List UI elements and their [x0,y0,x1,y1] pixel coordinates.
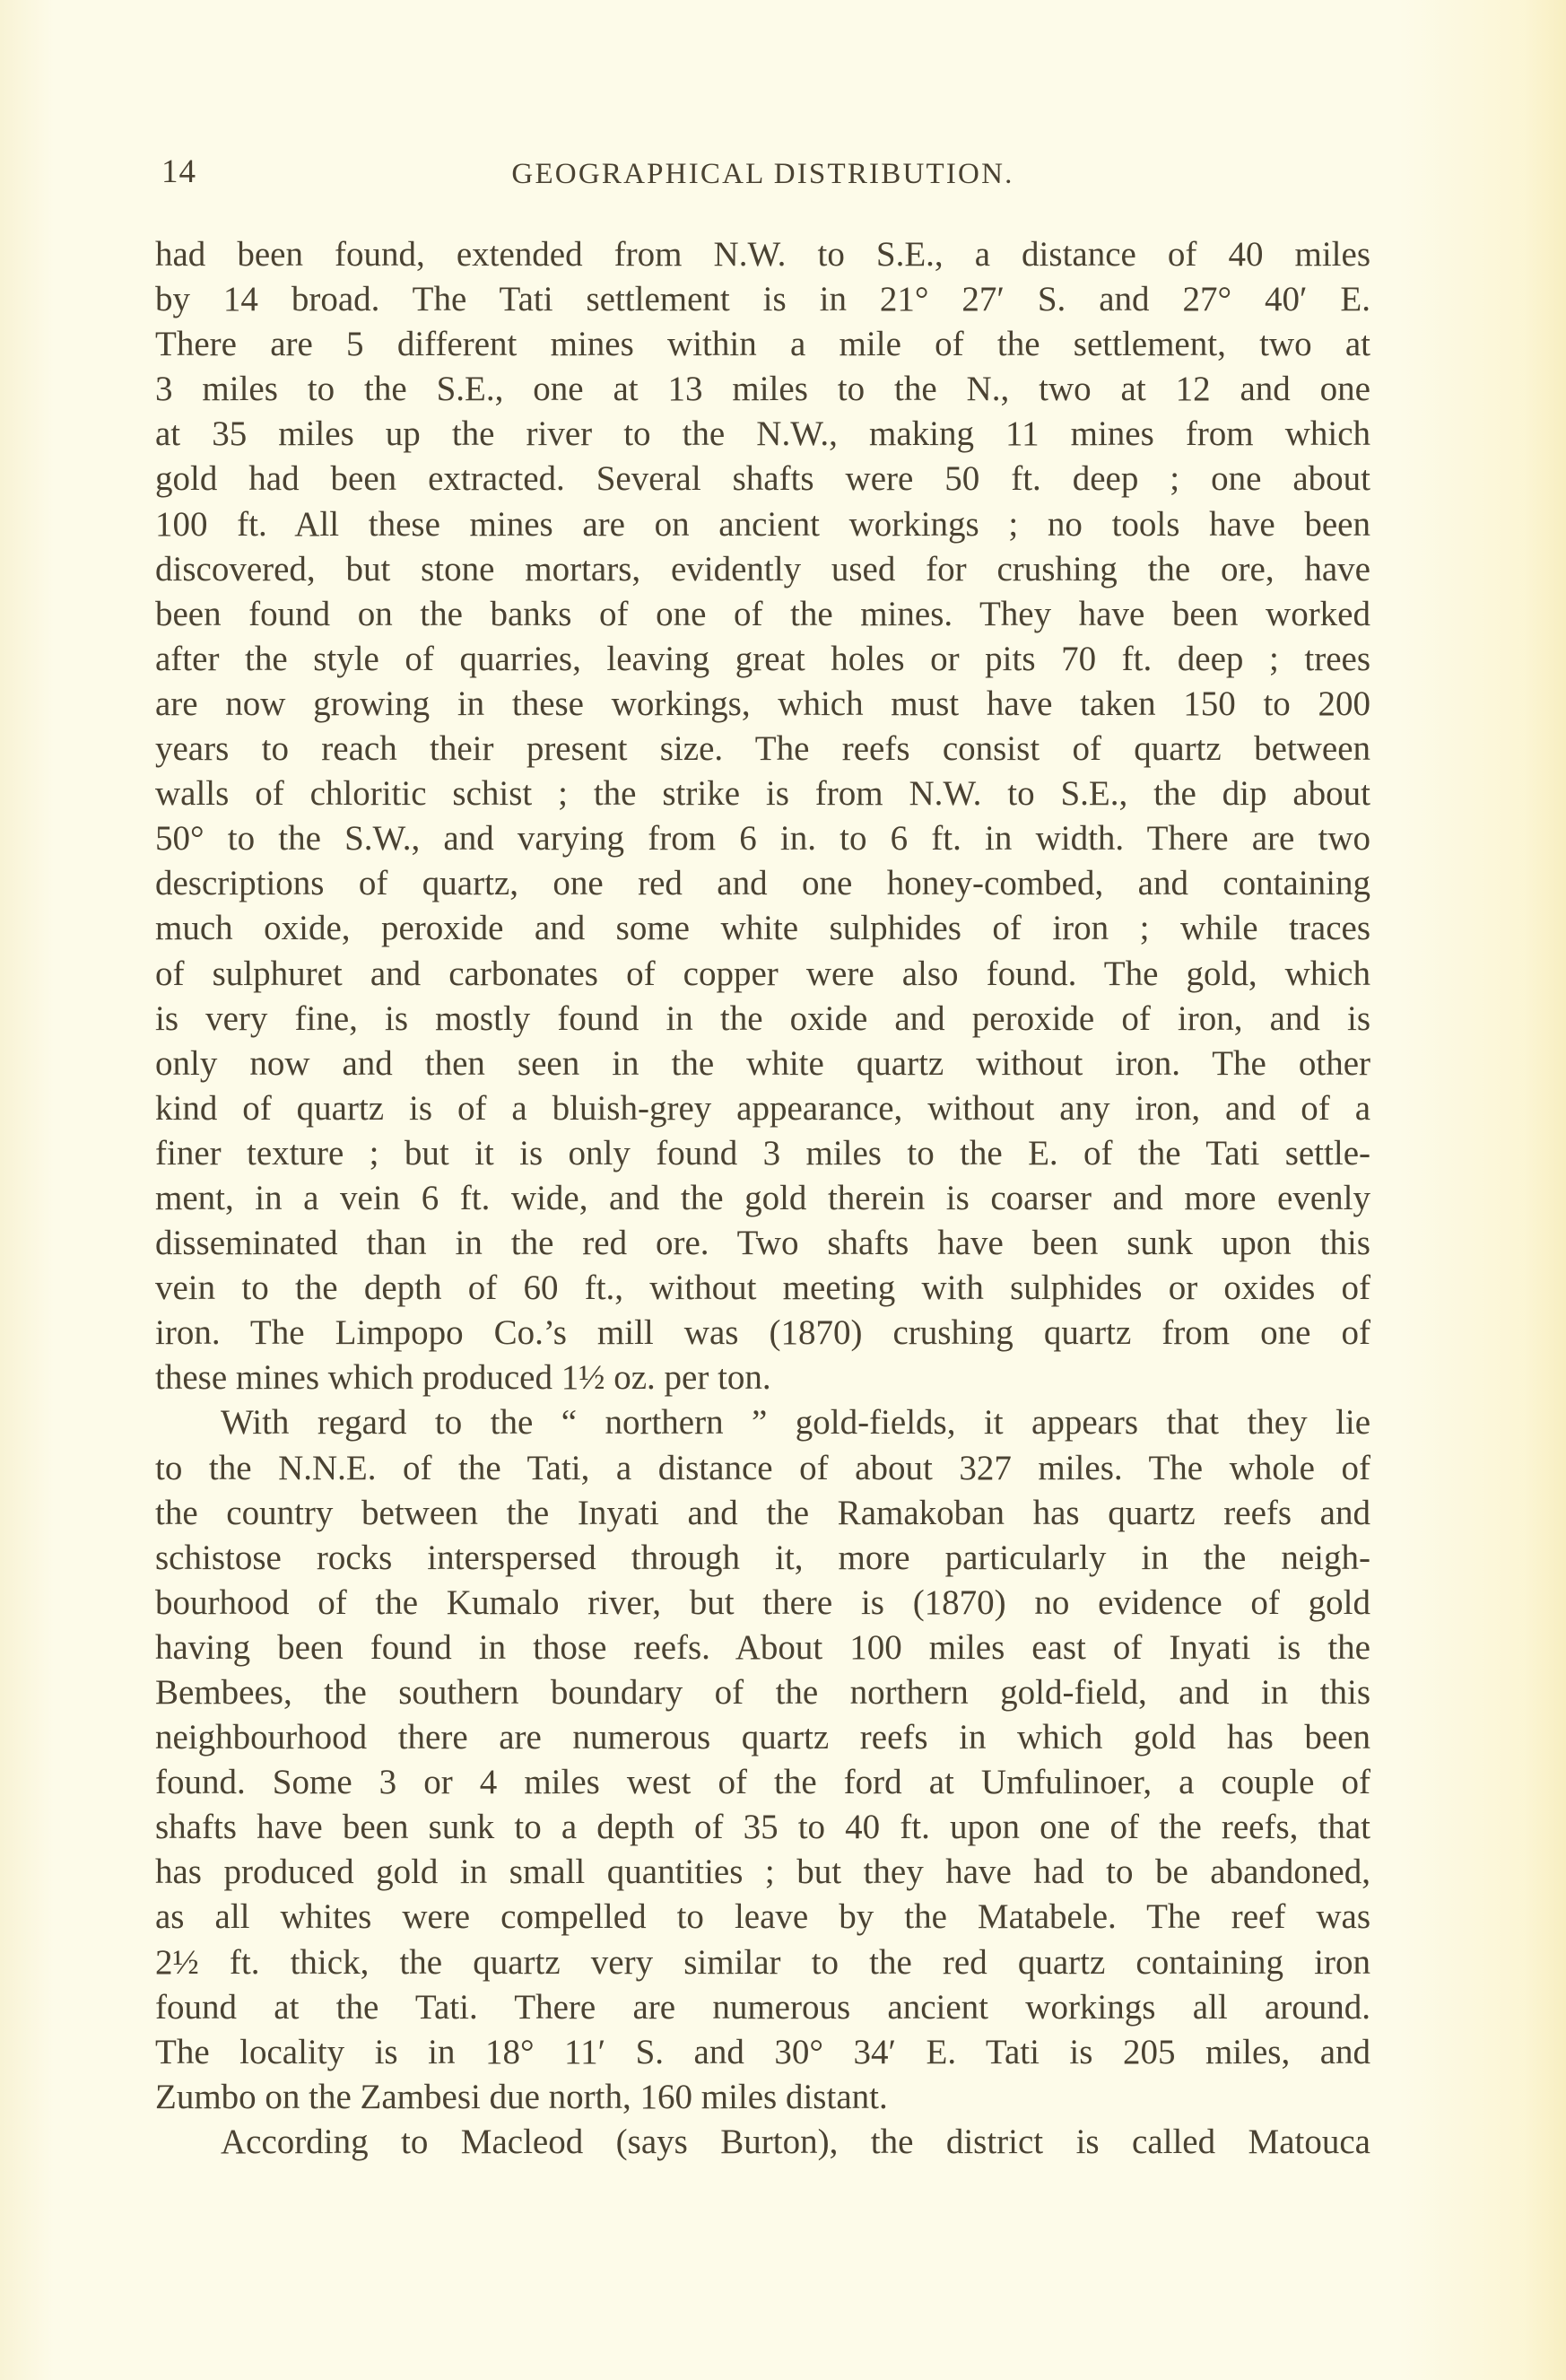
text-line: kind of quartz is of a bluish-grey appearance, without any iron, and of a [155,1088,1370,1128]
text-line: has produced gold in small quantities ; but they have had to be abandoned, [155,1853,1370,1892]
text-line: gold had been extracted. Several shafts were 50 ft. deep ; one about [155,459,1370,499]
text-line: Zumbo on the Zambesi due north, 160 miles distant. [155,2077,888,2116]
text-line: been found on the banks of one of the mines. They have been worked [155,594,1370,633]
text-line: much oxide, peroxide and some white sulphides of iron ; while traces [155,909,1370,948]
text-line: finer texture ; but it is only found 3 miles to the E. of the Tati settle- [155,1133,1370,1173]
text-line: by 14 broad. The Tati settlement is in 21° 27′ S. and 27° 40′ E. [155,280,1370,319]
text-line: schistose rocks interspersed through it, more particularly in the neigh- [155,1538,1370,1577]
text-line: descriptions of quartz, one red and one honey-combed, and containing [155,864,1370,903]
text-line: found at the Tati. There are numerous ancient workings all around. [155,1987,1370,2027]
running-head-title: GEOGRAPHICAL DISTRIBUTION. [511,158,1014,190]
text-line: There are 5 different mines within a mile of the settlement, two at [155,325,1370,364]
text-line: iron. The Limpopo Co.’s mill was (1870) crushing quartz from one of [155,1313,1370,1353]
page-number: 14 [161,153,196,190]
text-line: 3 miles to the S.E., one at 13 miles to the N., two at 12 and one [155,370,1370,409]
text-line: years to reach their present size. The reefs consist of quartz between [155,729,1370,769]
text-line: the country between the Inyati and the Ramakoban has quartz reefs and [155,1493,1370,1532]
text-line: had been found, extended from N.W. to S.E., a distance of 40 miles [155,235,1370,274]
text-line: are now growing in these workings, which must have taken 150 to 200 [155,684,1370,723]
text-line: With regard to the “ northern ” gold-fields, it appears that they lie [221,1403,1370,1443]
text-line: neighbourhood there are numerous quartz reefs in which gold has been [155,1718,1370,1757]
text-line: 2½ ft. thick, the quartz very similar to the red quartz containing iron [155,1942,1370,1982]
text-line: to the N.N.E. of the Tati, a distance of about 327 miles. The whole of [155,1448,1370,1487]
text-line: shafts have been sunk to a depth of 35 to 40 ft. upon one of the reefs, that [155,1808,1370,1847]
text-line: of sulphuret and carbonates of copper were also found. The gold, which [155,954,1370,993]
paragraph [155,1400,1370,2120]
text-line: discovered, but stone mortars, evidently used for crushing the ore, have [155,549,1370,588]
text-line: after the style of quarries, leaving great holes or pits 70 ft. deep ; trees [155,639,1370,678]
text-line: at 35 miles up the river to the N.W., making 11 mines from which [155,414,1370,454]
text-line: 50° to the S.W., and varying from 6 in. to 6 ft. in width. There are two [155,819,1370,859]
text-line: bourhood of the Kumalo river, but there is (1870) no evidence of gold [155,1582,1370,1622]
text-line: According to Macleod (says Burton), the district is called Matouca [221,2122,1370,2161]
paragraph [155,232,1370,1400]
text-line: is very fine, is mostly found in the oxide and peroxide of iron, and is [155,998,1370,1038]
text-line: disseminated than in the red ore. Two shafts have been sunk upon this [155,1224,1370,1263]
running-head [155,154,1370,194]
text-line: vein to the depth of 60 ft., without meeting with sulphides or oxides of [155,1268,1370,1308]
text-line: these mines which produced 1½ oz. per ton. [155,1358,771,1398]
text-line: walls of chloritic schist ; the strike is from N.W. to S.E., the dip about [155,774,1370,814]
text-line: found. Some 3 or 4 miles west of the ford at Umfulinoer, a couple of [155,1763,1370,1802]
text-line: only now and then seen in the white quartz without iron. The other [155,1043,1370,1083]
text-line: Bembees, the southern boundary of the northern gold-field, and in this [155,1673,1370,1712]
paragraph [155,2120,1370,2165]
text-line: The locality is in 18° 11′ S. and 30° 34′ E. Tati is 205 miles, and [155,2032,1370,2071]
text-line: having been found in those reefs. About 100 miles east of Inyati is the [155,1627,1370,1667]
text-line: 100 ft. All these mines are on ancient workings ; no tools have been [155,504,1370,544]
text-line: as all whites were compelled to leave by the Matabele. The reef was [155,1897,1370,1937]
body-text [155,232,1370,2165]
text-line: ment, in a vein 6 ft. wide, and the gold therein is coarser and more evenly [155,1178,1370,1217]
